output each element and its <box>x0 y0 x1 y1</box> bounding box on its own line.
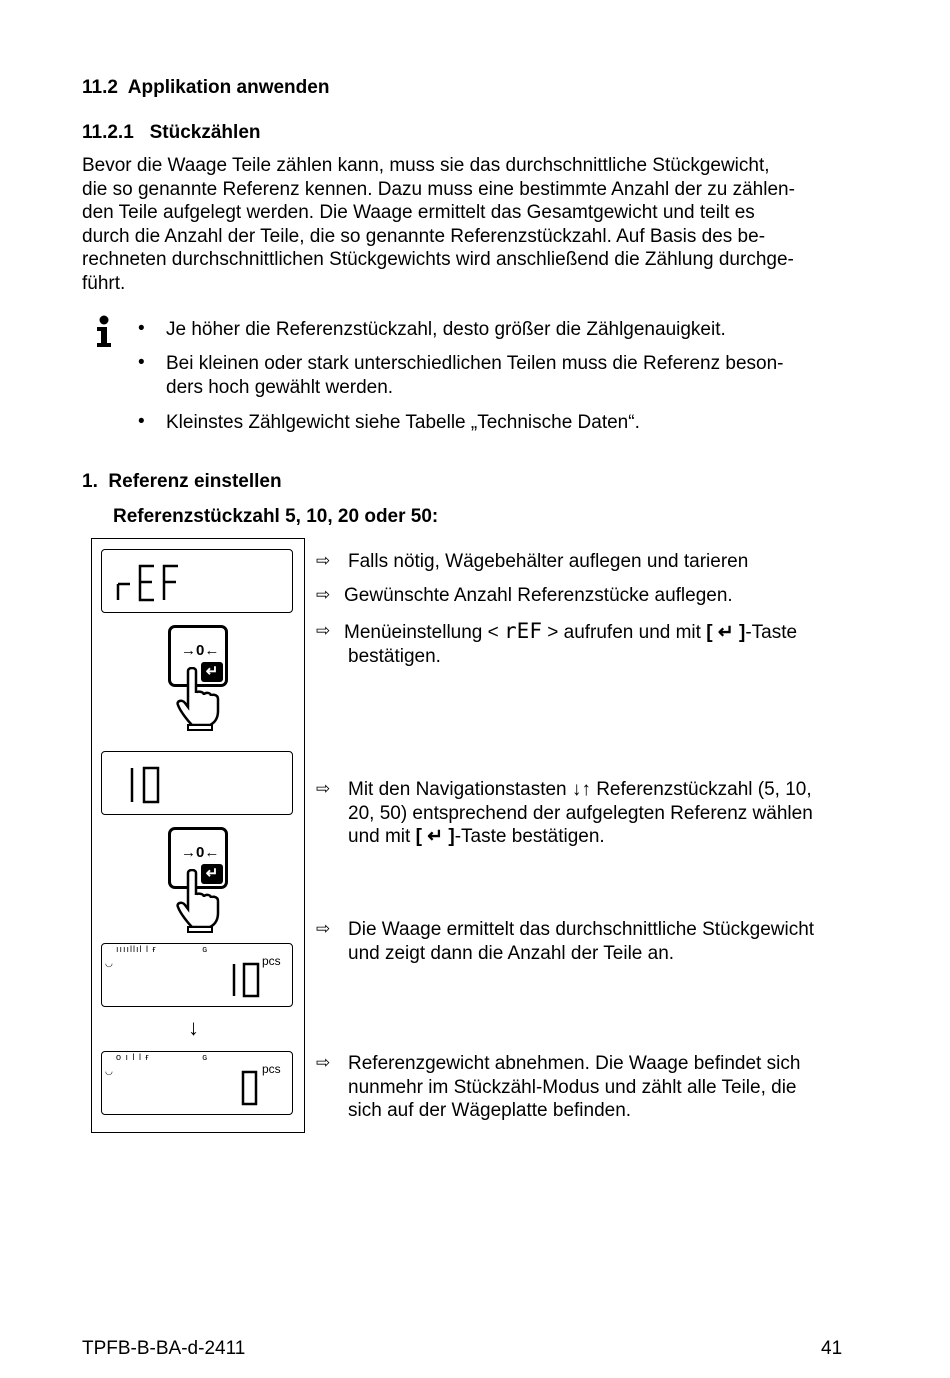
instruction-arrow-icon: ⇨ <box>316 621 331 640</box>
subsection-number: 11.2.1 <box>82 122 134 143</box>
instruction-text: und zeigt dann die Anzahl der Teile an. <box>348 942 675 964</box>
step-number: 1. <box>82 471 98 492</box>
intro-line: rechneten durchschnittlichen Stückgewichts wird anschließend die Zählung durchge- <box>82 249 794 270</box>
instruction-text: Referenzstückzahl (5, 10, <box>596 779 812 800</box>
instruction-text: Menüeinstellung < <box>344 622 499 643</box>
instruction-d <box>348 778 868 849</box>
intro-line: die so genannte Referenz kennen. Dazu muss eine bestimmte Anzahl der zu zählen- <box>82 178 795 200</box>
instruction-arrow-icon: ⇨ <box>316 779 331 798</box>
intro-line: Bevor die Waage Teile zählen kann, muss sie das durchschnittliche Stückgewicht, <box>82 155 770 176</box>
bullet: • <box>138 352 145 373</box>
instruction-text: Referenzgewicht abnehmen. Die Waage befindet sich <box>348 1053 801 1074</box>
note-line: Bei kleinen oder stark unterschiedlichen Teilen muss die Referenz beson- <box>166 353 784 374</box>
note-item <box>166 411 640 435</box>
inline-seg-display: rEF <box>504 619 542 643</box>
lcd-display-ten <box>101 751 293 815</box>
info-icon <box>94 315 114 349</box>
instruction-text: nunmehr im Stückzähl-Modus und zählt alle Teile, die <box>348 1076 797 1098</box>
enter-key-ref: [ ↵ ] <box>706 622 746 643</box>
instruction-text: -Taste <box>745 622 798 643</box>
ten-seg-digits <box>126 764 166 804</box>
section-title: Applikation anwenden <box>127 77 330 98</box>
subsection-heading <box>82 122 261 144</box>
zero-key-label: →0← <box>181 642 220 659</box>
note-line: Je höher die Referenzstückzahl, desto größer die Zählgenauigkeit. <box>166 319 726 340</box>
lcd-display-count-zero <box>101 1051 293 1115</box>
down-arrow-icon: ↓ <box>188 1015 199 1040</box>
instruction-arrow-icon: ⇨ <box>316 585 331 604</box>
instruction-text: bestätigen. <box>348 645 441 667</box>
intro-line: den Teile aufgelegt werden. Die Waage ermittelt das Gesamtgewicht und teilt es <box>82 202 755 223</box>
stable-indicator: ◡ <box>105 1066 114 1076</box>
pressing-hand-icon <box>176 667 220 731</box>
step-heading <box>82 471 282 493</box>
stable-indicator: ◡ <box>105 958 114 968</box>
instruction-text: -Taste bestätigen. <box>454 826 605 847</box>
enter-key-ref: [ ↵ ] <box>415 826 455 847</box>
page-number: 41 <box>821 1338 843 1359</box>
ref-seg-digits <box>114 562 184 602</box>
instruction-text: > aufrufen und mit <box>547 622 701 643</box>
instruction-arrow-icon: ⇨ <box>316 551 331 570</box>
zero-key-label: →0← <box>181 844 220 861</box>
section-heading <box>82 77 329 99</box>
pressing-hand-icon <box>176 869 220 933</box>
intro-paragraph <box>82 154 882 295</box>
intro-line: führt. <box>82 272 126 294</box>
instruction-text: und mit <box>348 826 411 847</box>
bullet: • <box>138 411 145 432</box>
bullet: • <box>138 318 145 339</box>
instruction-text: 20, 50) entsprechend der aufgelegten Referenz wählen <box>348 802 813 824</box>
instruction-text: Die Waage ermittelt das durchschnittliche Stückgewicht <box>348 919 815 940</box>
footer-doc-id: TPFB-B-BA-d-2411 <box>82 1338 246 1359</box>
lcd-display-count-ten <box>101 943 293 1007</box>
note-line: ders hoch gewählt werden. <box>166 376 394 398</box>
instruction-c <box>344 620 864 668</box>
instruction-arrow-icon: ⇨ <box>316 1053 331 1072</box>
instruction-e <box>348 918 868 965</box>
note-line: Kleinstes Zählgewicht siehe Tabelle „Technische Daten“. <box>166 412 640 433</box>
unit-label: pcs <box>262 1062 281 1076</box>
count-ten-seg-digits <box>230 960 262 1000</box>
instruction-a: Falls nötig, Wägebehälter auflegen und tarieren <box>348 551 749 572</box>
instruction-text: Mit den Navigationstasten <box>348 779 567 800</box>
lcd-display-ref <box>101 549 293 613</box>
instruction-f <box>348 1052 868 1123</box>
instruction-b: Gewünschte Anzahl Referenzstücke auflegen. <box>344 585 733 606</box>
step-title: Referenz einstellen <box>108 471 282 492</box>
instruction-text: sich auf der Wägeplatte befinden. <box>348 1100 632 1121</box>
subsection-title: Stückzählen <box>149 122 261 143</box>
instruction-arrow-icon: ⇨ <box>316 919 331 938</box>
step-subtitle: Referenzstückzahl 5, 10, 20 oder 50: <box>113 506 439 527</box>
status-indicators: ο ı l l ғ ɢ <box>116 1052 209 1062</box>
status-indicators: ııııllıl l ғ ɢ <box>116 944 209 954</box>
illustration-panel <box>91 538 305 1133</box>
section-number: 11.2 <box>82 77 118 98</box>
navigation-keys-icon: ↓↑ <box>571 779 591 800</box>
intro-line: durch die Anzahl der Teile, die so genannte Referenzstückzahl. Auf Basis des be- <box>82 225 766 247</box>
note-item <box>166 352 784 399</box>
enter-key-icon[interactable]: ↵ <box>201 662 223 682</box>
enter-key-icon[interactable]: ↵ <box>201 864 223 884</box>
count-zero-seg-digits <box>240 1068 260 1108</box>
unit-label: pcs <box>262 954 281 968</box>
note-item <box>166 318 726 342</box>
